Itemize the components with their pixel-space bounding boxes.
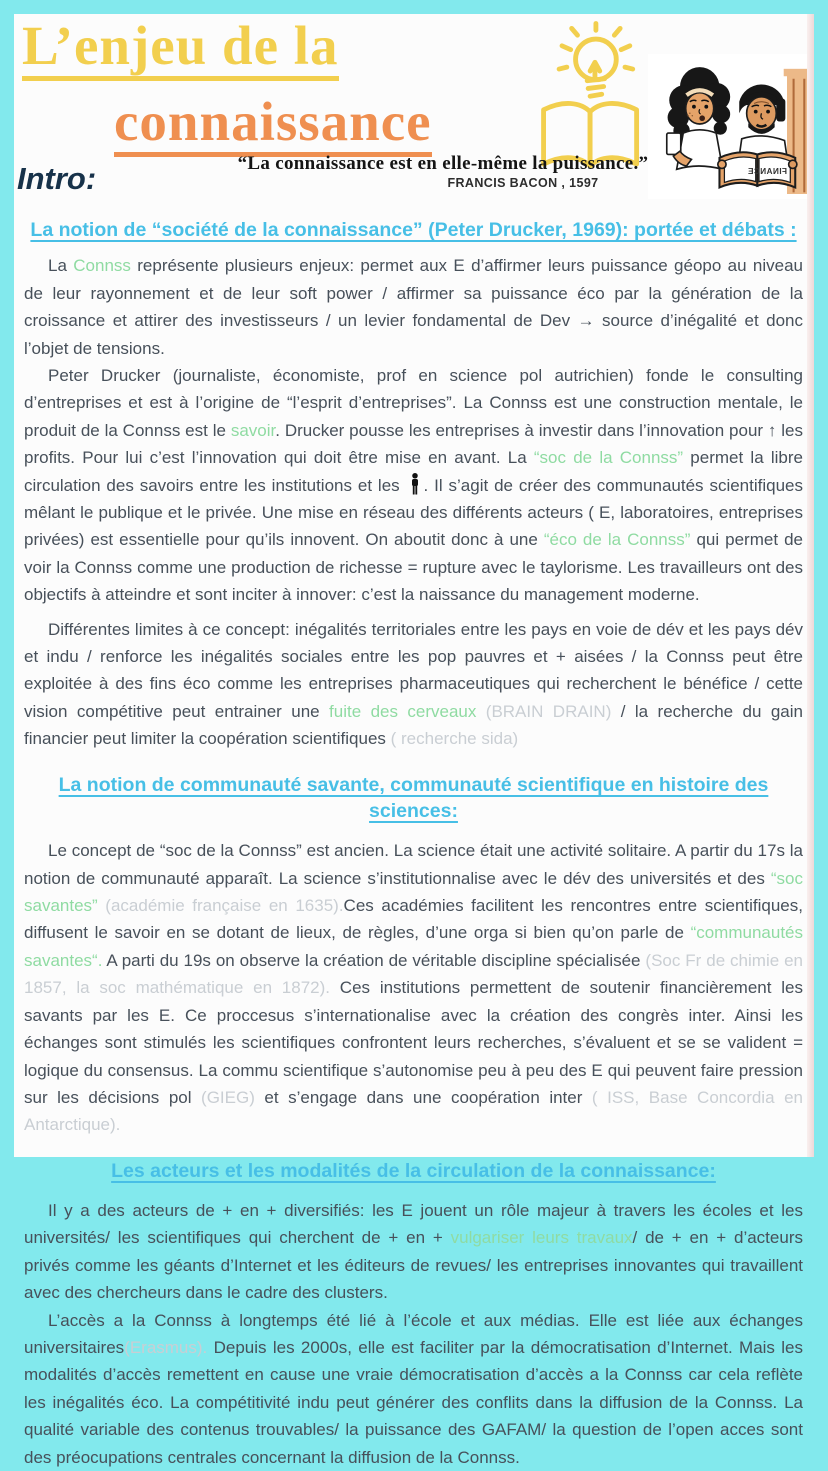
parenthetical-note: ( ISS, Base Concordia en Antarctique). bbox=[24, 1087, 803, 1135]
body-text: Ces académies facilitent les rencontres entre scientifiques, diffusent le savoir en se dotant de lieux, de règles, d’une orga si bien qu’on parle de bbox=[24, 896, 803, 943]
highlighted-term: “soc savantes” bbox=[24, 868, 803, 916]
body-text: qui permet de voir la Connss comme une production de richesse = rupture avec le taylorisme. Les travailleurs ont des objectifs à atteindre et sont inciter à innover: c’est la naissance du management moderne. bbox=[24, 530, 803, 605]
body-text: Ces institutions permettent de soutenir financièrement les savants par les E. Ce proccesus s’internationalise avec la création des congrès inter. Ainsi les échanges sont stimulés les scientifiques confrontent leurs recherches, s’évaluent et se se valident = logique du consensus. La commu scientifique s’autonomise peu à peu des E qui peuvent faire pression sur les décisions pol bbox=[24, 978, 803, 1107]
highlighted-term: Connss bbox=[73, 256, 131, 276]
intro-heading: Intro: bbox=[17, 161, 97, 196]
body-text: représente plusieurs enjeux: permet aux E d’affirmer leurs puissance géopo au niveau de leur rayonnement et de leur soft power / affirmer sa puissance éco par la génération de la croissance et attirer des investisseurs / un levier fondamental de Dev → source d’inégalité et donc l’objet de tensions. bbox=[24, 256, 803, 358]
page-edge-shadow bbox=[807, 14, 814, 1157]
body-text bbox=[476, 702, 485, 721]
section-heading-drucker: La notion de “société de la connaissance” (Peter Drucker, 1969): portée et débats : bbox=[30, 219, 797, 241]
highlighted-term: savoir bbox=[230, 420, 276, 440]
section-heading-acteurs: Les acteurs et les modalités de la circulation de la connaissance: bbox=[111, 1159, 716, 1182]
paragraph bbox=[24, 1197, 803, 1307]
page-title-line1: L’enjeu de la bbox=[22, 18, 339, 81]
parenthetical-note: (Erasmus). bbox=[124, 1338, 208, 1358]
body-text: Peter Drucker (journaliste, économiste, prof en science pol autrichien) fonde le consulting d’entreprises et est à l’origine de “l’esprit d’entreprises”. La Connss est une construction mentale, le produit de la Connss est le bbox=[24, 365, 803, 440]
section-heading-communaute: La notion de communauté savante, communauté scientifique en histoire des sciences: bbox=[58, 773, 769, 822]
parenthetical-note: ( recherche sida) bbox=[390, 729, 519, 749]
parenthetical-note: (académie française en 1635). bbox=[105, 896, 344, 916]
body-text: . Il s’agit de créer des communautés scientifiques mêlant le publique et le privée. Une mise en réseau des différents acteurs ( E, laboratoires, entreprises privées) est essentielle pour qu’ils innovent. On aboutit donc à une bbox=[24, 475, 803, 550]
body-text: Depuis les 2000s, elle est faciliter par la démocratisation d’Internet. Mais les modalités d’accès remettent en cause une vraie démocratisation d’accès a la Connss car cela reflète les inégalités éco. La compétitivité indu peut générer des conflits dans la diffusion de la Connss. La qualité variable des contenus trouvables/ la puissance des GAFAM/ la question de l’open acces sont des préocupations centrales concernant la diffusion de la Connss. bbox=[24, 1338, 803, 1467]
paragraph bbox=[24, 362, 803, 609]
body-text: permet la libre circulation des savoirs entre les institutions et les bbox=[24, 448, 803, 495]
body-text: Différentes limites à ce concept: inégalités territoriales entre les pays en voie de dév et les pays dév et indu / renforce les inégalités sociales entre les pop pauvres et + aisées / la Connss peut être exploitée à des fins éco comme les entreprises pharmaceutiques qui recherchent le bénéfice / cette vision compétitive peut entrainer une bbox=[24, 619, 803, 721]
book-cover-text: FINANCE bbox=[747, 167, 787, 177]
highlighted-term: vulgariser leurs travaux bbox=[450, 1228, 633, 1248]
parenthetical-note: (GIEG) bbox=[201, 1087, 255, 1107]
body-text: A parti du 19s on observe la création de véritable discipline spécialisée bbox=[102, 950, 646, 970]
body-text: et s’engage dans une coopération inter bbox=[254, 1087, 592, 1107]
page-title-line2: connaissance bbox=[114, 94, 432, 157]
body-text: Il y a des acteurs de + en + diversifiés: les E jouent un rôle majeur à travers les écoles et les universités/ les scientifiques qui cherchent de + en + bbox=[24, 1201, 803, 1248]
highlighted-term: fuite des cerveaux bbox=[329, 701, 477, 721]
epigraph bbox=[202, 153, 684, 190]
paragraph bbox=[24, 837, 803, 1138]
body-text: Le concept de “soc de la Connss” est ancien. La science était une activité solitaire. A partir du 17s la notion de communauté apparaît. La science s’institutionnalise avec le dév des universités et des bbox=[24, 841, 803, 888]
parenthetical-note: (BRAIN DRAIN) bbox=[485, 701, 612, 721]
body-text: / la recherche du gain financier peut limiter la coopération scientifiques bbox=[24, 701, 803, 749]
highlighted-term: “communautés savantes“. bbox=[24, 923, 803, 970]
body-text: / de + en + d’acteurs privés comme les géants d’Internet et les éditeurs de revues/ les entreprises innovantes qui travaillent avec des chercheurs dans le cadre des clusters. bbox=[24, 1228, 803, 1303]
page-header bbox=[14, 14, 814, 211]
body-text: La bbox=[48, 256, 74, 276]
section-drucker bbox=[24, 217, 803, 753]
highlighted-term: “soc de la Connss” bbox=[533, 448, 684, 468]
paragraph bbox=[24, 616, 803, 753]
section-acteurs bbox=[24, 1158, 803, 1471]
paragraph bbox=[24, 252, 803, 362]
paragraph bbox=[24, 1307, 803, 1471]
person-icon bbox=[406, 476, 424, 495]
body-text: . Drucker pousse les entreprises à investir dans l’innovation pour ↑ les profits. Pour lui c’est l’innovation qui doit être mise en avant. La bbox=[24, 420, 804, 468]
body-text: L’accès a la Connss à longtemps été lié à l’école et aux médias. Elle est liée aux échanges universitaires bbox=[24, 1310, 803, 1358]
section-communaute-savante bbox=[24, 772, 803, 1139]
notes-content bbox=[14, 217, 814, 1471]
highlighted-term: “éco de la Connss” bbox=[543, 530, 691, 550]
notes-page bbox=[14, 14, 814, 1467]
quote-text: “La connaissance est en elle-même la puissance.” bbox=[237, 153, 649, 174]
quote-attribution: FRANCIS BACON , 1597 bbox=[447, 176, 599, 190]
parenthetical-note: (Soc Fr de chimie en 1857, la soc mathématique en 1872). bbox=[24, 950, 804, 998]
